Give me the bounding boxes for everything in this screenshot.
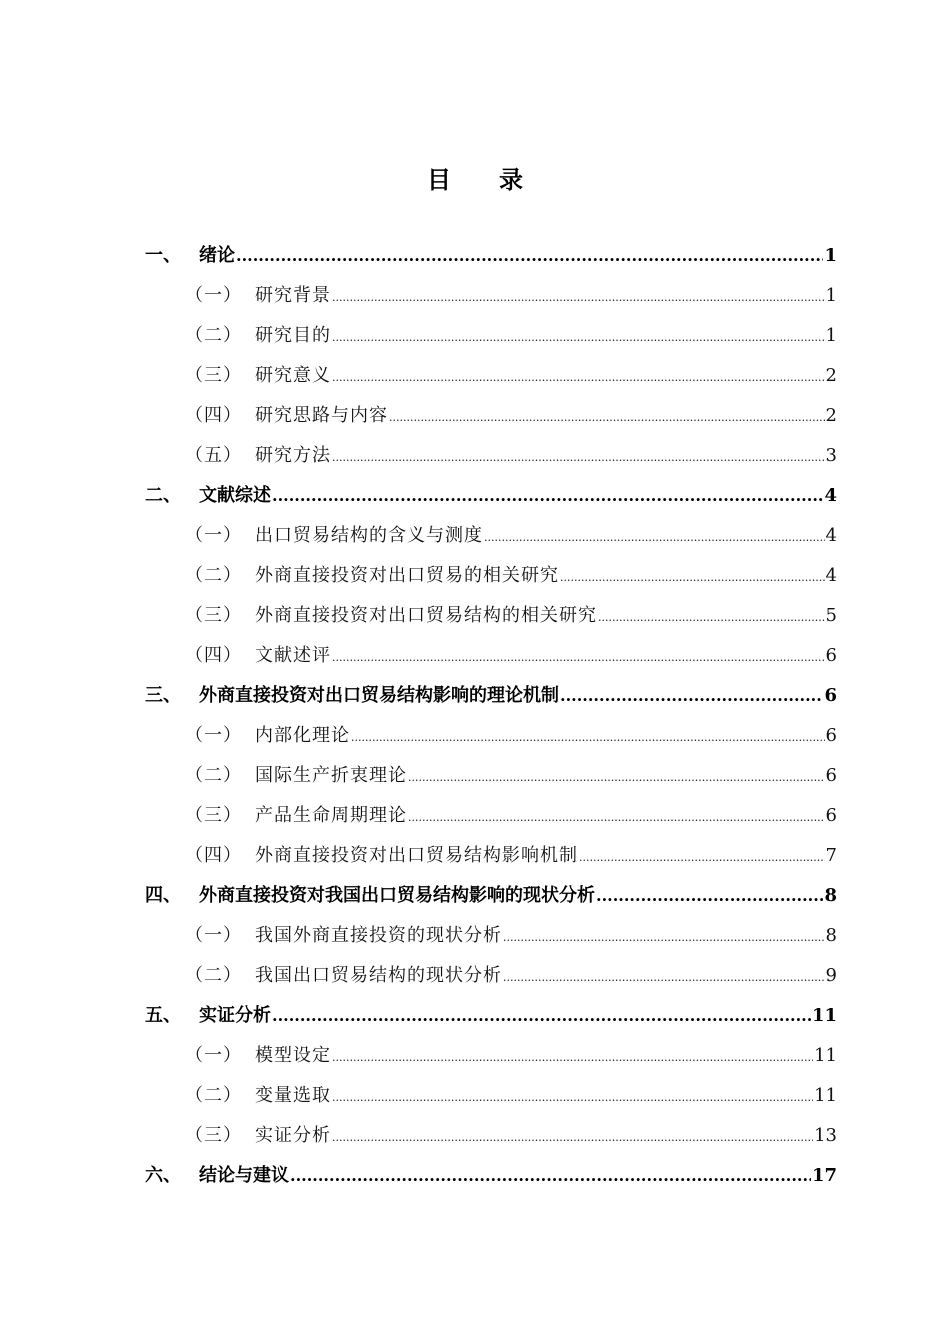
toc-dot-leader [596, 876, 823, 916]
toc-entry-page: 17 [811, 1165, 837, 1186]
toc-entry-number: （一） [185, 725, 242, 746]
toc-entry-page: 4 [825, 565, 837, 586]
toc-dot-leader [332, 638, 825, 678]
toc-section-entry[interactable] [145, 1076, 837, 1116]
toc-entry-title: 外商直接投资对我国出口贸易结构影响的现状分析 [199, 885, 595, 906]
toc-section-entry[interactable] [145, 836, 837, 876]
toc-section-entry[interactable] [145, 356, 837, 396]
toc-entry-number: （二） [185, 565, 242, 586]
toc-chapter-entry[interactable] [145, 996, 837, 1036]
toc-entry-number: 五、 [145, 1005, 181, 1026]
toc-entry-title: 文献述评 [255, 645, 331, 666]
toc-dot-leader [332, 358, 825, 398]
toc-entry-page: 8 [825, 925, 837, 946]
toc-entry-title: 研究方法 [255, 445, 331, 466]
toc-section-entry[interactable] [145, 916, 837, 956]
toc-chapter-entry[interactable] [145, 876, 837, 916]
toc-dot-leader [332, 1078, 813, 1118]
toc-dot-leader [560, 558, 825, 598]
toc-entry-title: 研究思路与内容 [255, 405, 388, 426]
toc-entry-number: 二、 [145, 485, 181, 506]
toc-entry-number: （二） [185, 1085, 242, 1106]
toc-chapter-entry[interactable] [145, 1156, 837, 1196]
toc-entry-number: （一） [185, 525, 242, 546]
toc-entry-page: 2 [825, 365, 837, 386]
toc-entry-page: 4 [824, 485, 837, 506]
toc-dot-leader [332, 318, 825, 358]
toc-entry-number: （二） [185, 965, 242, 986]
toc-entry-title: 国际生产折衷理论 [255, 765, 407, 786]
toc-entry-number: （三） [185, 365, 242, 386]
toc-entry-number: （四） [185, 645, 242, 666]
toc-dot-leader [332, 1118, 813, 1158]
toc-entry-title: 产品生命周期理论 [255, 805, 407, 826]
toc-dot-leader [503, 958, 825, 998]
toc-title-char: 目 [427, 166, 451, 194]
toc-dot-leader [290, 1156, 811, 1196]
toc-entry-number: （四） [185, 405, 242, 426]
toc-dot-leader [389, 398, 825, 438]
toc-entry-number: 一、 [145, 245, 181, 266]
toc-section-entry[interactable] [145, 716, 837, 756]
toc-title [0, 160, 950, 195]
toc-entry-title: 研究意义 [255, 365, 331, 386]
toc-entry-title: 出口贸易结构的含义与测度 [255, 525, 483, 546]
toc-dot-leader [351, 718, 825, 758]
toc-entry-number: （一） [185, 1045, 242, 1066]
toc-entry-page: 1 [825, 325, 837, 346]
toc-entry-page: 8 [824, 885, 837, 906]
toc-section-entry[interactable] [145, 596, 837, 636]
toc-entry-number: （三） [185, 805, 242, 826]
toc-entry-page: 11 [814, 1085, 837, 1106]
toc-section-entry[interactable] [145, 396, 837, 436]
toc-entry-title: 模型设定 [255, 1045, 331, 1066]
toc-entry-title: 研究目的 [255, 325, 331, 346]
toc-entry-page: 6 [825, 645, 837, 666]
toc-entry-page: 6 [825, 805, 837, 826]
toc-entry-number: （一） [185, 925, 242, 946]
toc-entry-number: 四、 [145, 885, 181, 906]
toc-entry-title: 外商直接投资对出口贸易结构影响的理论机制 [199, 685, 559, 706]
toc-dot-leader [560, 676, 823, 716]
toc-entry-number: （三） [185, 1125, 242, 1146]
toc-section-entry[interactable] [145, 436, 837, 476]
toc-entry-page: 7 [825, 845, 837, 866]
toc-entry-title: 结论与建议 [199, 1165, 289, 1186]
toc-section-entry[interactable] [145, 1036, 837, 1076]
toc-entry-number: （四） [185, 845, 242, 866]
toc-entry-page: 6 [824, 685, 837, 706]
toc-section-entry[interactable] [145, 316, 837, 356]
toc-section-entry[interactable] [145, 956, 837, 996]
toc-section-entry[interactable] [145, 516, 837, 556]
toc-entry-page: 3 [825, 445, 837, 466]
toc-dot-leader [272, 476, 823, 516]
toc-entry-page: 11 [811, 1005, 837, 1026]
toc-dot-leader [484, 518, 825, 558]
toc-section-entry[interactable] [145, 276, 837, 316]
toc-dot-leader [579, 838, 825, 878]
toc-entry-number: （二） [185, 765, 242, 786]
toc-title-char: 录 [499, 166, 523, 194]
toc-entry-number: 三、 [145, 685, 181, 706]
toc-entry-page: 6 [825, 765, 837, 786]
toc-entry-page: 1 [825, 285, 837, 306]
toc-section-entry[interactable] [145, 796, 837, 836]
toc-entry-page: 6 [825, 725, 837, 746]
toc-entry-title: 内部化理论 [255, 725, 350, 746]
toc-entry-page: 1 [824, 245, 837, 266]
toc-entry-title: 绪论 [199, 245, 235, 266]
toc-entry-title: 研究背景 [255, 285, 331, 306]
toc-section-entry[interactable] [145, 756, 837, 796]
toc-dot-leader [236, 236, 823, 276]
toc-chapter-entry[interactable] [145, 236, 837, 276]
toc-dot-leader [503, 918, 825, 958]
toc-entry-page: 5 [825, 605, 837, 626]
toc-entry-title: 文献综述 [199, 485, 271, 506]
toc-section-entry[interactable] [145, 1116, 837, 1156]
toc-entry-number: （三） [185, 605, 242, 626]
toc-section-entry[interactable] [145, 636, 837, 676]
table-of-contents [145, 236, 837, 1196]
toc-entry-title: 外商直接投资对出口贸易结构的相关研究 [255, 605, 597, 626]
toc-dot-leader [332, 1038, 813, 1078]
toc-chapter-entry[interactable] [145, 676, 837, 716]
toc-section-entry[interactable] [145, 556, 837, 596]
toc-entry-number: （一） [185, 285, 242, 306]
toc-entry-number: 六、 [145, 1165, 181, 1186]
toc-dot-leader [408, 798, 825, 838]
toc-dot-leader [272, 996, 811, 1036]
toc-entry-page: 11 [814, 1045, 837, 1066]
toc-entry-title: 我国出口贸易结构的现状分析 [255, 965, 502, 986]
toc-entry-number: （二） [185, 325, 242, 346]
toc-entry-page: 4 [825, 525, 837, 546]
toc-entry-title: 变量选取 [255, 1085, 331, 1106]
toc-entry-title: 实证分析 [255, 1125, 331, 1146]
toc-entry-title: 我国外商直接投资的现状分析 [255, 925, 502, 946]
toc-entry-page: 13 [814, 1125, 837, 1146]
toc-entry-title: 外商直接投资对出口贸易的相关研究 [255, 565, 559, 586]
toc-entry-number: （五） [185, 445, 242, 466]
toc-chapter-entry[interactable] [145, 476, 837, 516]
toc-dot-leader [332, 438, 825, 478]
toc-dot-leader [408, 758, 825, 798]
toc-dot-leader [598, 598, 825, 638]
toc-entry-title: 外商直接投资对出口贸易结构影响机制 [255, 845, 578, 866]
toc-entry-page: 2 [825, 405, 837, 426]
toc-dot-leader [332, 278, 825, 318]
toc-entry-page: 9 [825, 965, 837, 986]
toc-entry-title: 实证分析 [199, 1005, 271, 1026]
